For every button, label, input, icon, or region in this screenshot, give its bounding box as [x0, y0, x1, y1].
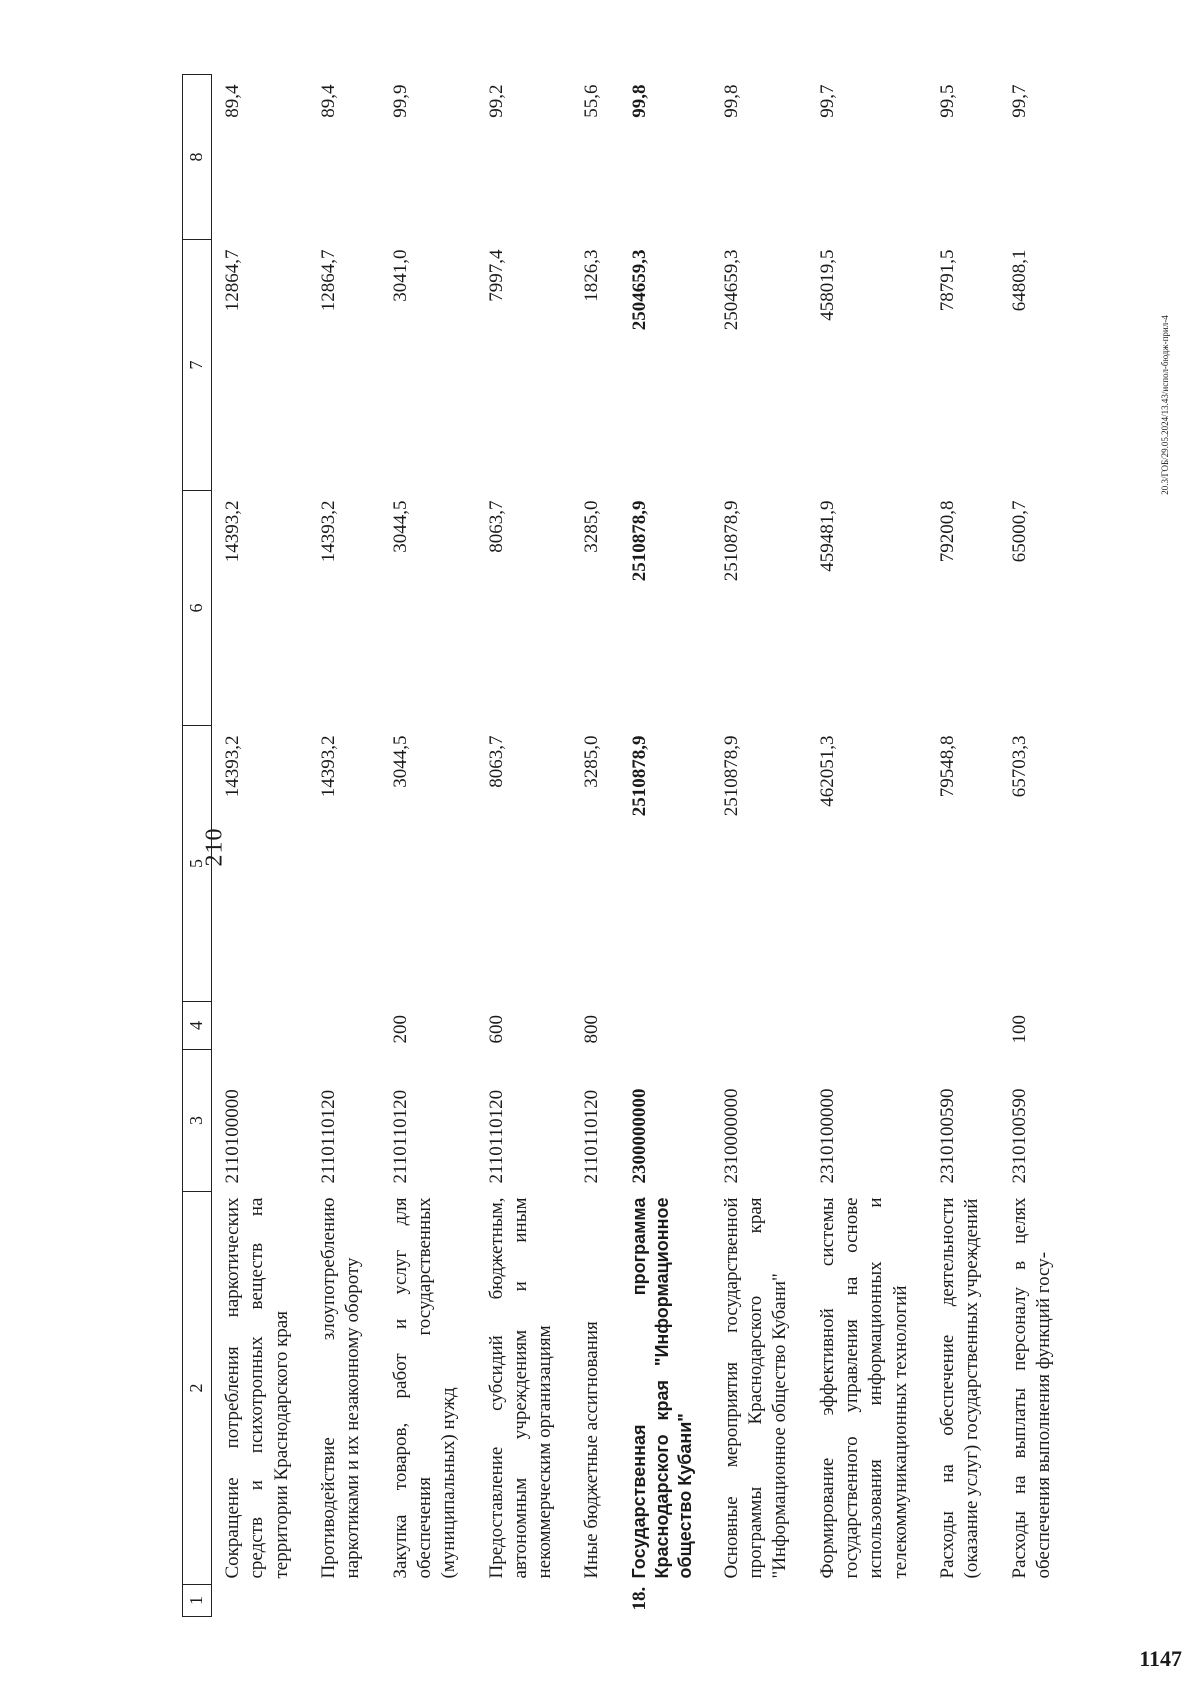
document-code: 20.3/ГОБ/29.05.2024/13.43/испол-бюдж-прил-4 [1160, 315, 1170, 495]
execution-percent: 99,5 [937, 84, 959, 118]
executed-amount: 2504659,3 [720, 249, 742, 331]
execution-percent: 99,8 [720, 84, 742, 118]
target-code: 2110110120 [389, 1089, 411, 1184]
sheet-number: 1147 [1139, 1646, 1182, 1671]
approved-amount: 65703,3 [1008, 735, 1030, 798]
row-number [380, 1585, 476, 1617]
target-code: 2310000000 [720, 1088, 742, 1184]
target-code: 2300000000 [628, 1088, 650, 1184]
target-code: 2310100000 [816, 1088, 838, 1184]
expense-type: 800 [581, 1015, 603, 1044]
header-cell: 8 [183, 75, 212, 240]
row-number [711, 1585, 807, 1617]
row-number [476, 1585, 572, 1617]
revised-amount: 65000,7 [1008, 500, 1030, 563]
page-number: 210 [201, 827, 228, 867]
approved-amount: 14393,2 [317, 735, 339, 798]
approved-amount: 3285,0 [581, 735, 603, 788]
executed-amount: 2504659,3 [628, 249, 650, 331]
budget-table-container [182, 75, 1057, 1617]
revised-amount: 79200,8 [937, 500, 959, 563]
approved-amount: 2510878,9 [720, 735, 742, 817]
execution-percent: 89,4 [317, 84, 339, 118]
item-name: Предоставление субсидий бюджетным, автономным учреждениям и иным некоммерческим организациям [485, 1197, 556, 1579]
expense-type: 100 [1008, 1015, 1030, 1044]
table-row [619, 75, 711, 1617]
row-number [927, 1585, 999, 1617]
row-number [999, 1585, 1071, 1617]
revised-amount: 2510878,9 [720, 500, 742, 582]
header-cell: 7 [183, 240, 212, 491]
table-row [711, 75, 807, 1617]
item-name: Государственная программа Краснодарского края "Информационное общество Кубани" [628, 1197, 695, 1579]
header-cell: 1 [183, 1585, 212, 1617]
row-number [308, 1585, 380, 1617]
header-cell: 3 [183, 1050, 212, 1192]
approved-amount: 3044,5 [389, 735, 411, 788]
budget-table [182, 74, 1070, 1617]
item-name: Противодействие злоупотреблению наркотиками и их незаконному обороту [317, 1197, 364, 1579]
executed-amount: 7997,4 [485, 249, 507, 302]
revised-amount: 3044,5 [389, 500, 411, 553]
executed-amount: 12864,7 [317, 249, 339, 312]
executed-amount: 1826,3 [581, 249, 603, 302]
target-code: 2110110120 [317, 1089, 339, 1184]
item-name: Формирование эффективной системы государственного управления на основе использования информационных и телекоммуникационных технологий [816, 1197, 911, 1579]
table-row [807, 75, 927, 1617]
row-number: 18. [628, 1586, 650, 1611]
execution-percent: 55,6 [581, 84, 603, 118]
table-row [308, 75, 380, 1617]
execution-percent: 99,7 [816, 84, 838, 118]
approved-amount: 462051,3 [816, 735, 838, 807]
expense-type: 600 [485, 1015, 507, 1044]
revised-amount: 14393,2 [222, 500, 243, 563]
executed-amount: 458019,5 [816, 249, 838, 321]
target-code: 2310100590 [937, 1088, 959, 1184]
column-number-row [183, 75, 212, 1617]
execution-percent: 99,7 [1008, 84, 1030, 118]
target-code: 2110110120 [485, 1089, 507, 1184]
expense-type [619, 1002, 711, 1050]
header-cell: 4 [183, 1002, 212, 1050]
execution-percent: 99,2 [485, 84, 507, 118]
revised-amount: 3285,0 [581, 500, 603, 553]
expense-type [807, 1002, 927, 1050]
row-number [807, 1585, 927, 1617]
executed-amount: 3041,0 [389, 249, 411, 302]
executed-amount: 78791,5 [937, 249, 959, 312]
expense-type [308, 1002, 380, 1050]
table-row [999, 75, 1071, 1617]
target-code: 2310100590 [1008, 1088, 1030, 1184]
item-name: Сокращение потребления наркотических средств и психотропных веществ на территории Краснодарского края [222, 1197, 292, 1579]
table-row [380, 75, 476, 1617]
executed-amount: 64808,1 [1008, 249, 1030, 312]
executed-amount: 12864,7 [222, 249, 243, 312]
target-code: 2110100000 [222, 1089, 243, 1184]
expense-type [927, 1002, 999, 1050]
expense-type [212, 1002, 308, 1050]
execution-percent: 99,9 [389, 84, 411, 118]
approved-amount: 8063,7 [485, 735, 507, 788]
approved-amount: 79548,8 [937, 735, 959, 798]
header-cell: 6 [183, 491, 212, 726]
execution-percent: 99,8 [628, 84, 650, 118]
header-cell: 2 [183, 1192, 212, 1585]
revised-amount: 14393,2 [317, 500, 339, 563]
expense-type: 200 [389, 1015, 411, 1044]
item-name: Иные бюджетные ассигнования [581, 1321, 603, 1579]
revised-amount: 2510878,9 [628, 500, 650, 582]
table-row [476, 75, 572, 1617]
item-name: Закупка товаров, работ и услуг для обеспечения государственных (муниципальных) нужд [389, 1197, 460, 1579]
table-row [927, 75, 999, 1617]
approved-amount: 2510878,9 [628, 735, 650, 817]
header-cell: 5 [183, 726, 212, 1002]
table-row [571, 75, 618, 1617]
revised-amount: 459481,9 [816, 500, 838, 572]
table-row [212, 75, 308, 1617]
approved-amount: 14393,2 [222, 735, 243, 798]
execution-percent: 89,4 [222, 84, 243, 118]
target-code: 2110110120 [581, 1089, 603, 1184]
item-name: Расходы на обеспечение деятельности (оказание услуг) государственных учреждений [937, 1197, 983, 1579]
item-name: Основные мероприятия государственной программы Краснодарского края "Информационное общество Кубани" [720, 1197, 791, 1579]
expense-type [711, 1002, 807, 1050]
row-number [212, 1585, 308, 1617]
item-name: Расходы на выплаты персоналу в целях обеспечения выполнения функций госу- [1008, 1197, 1054, 1579]
row-number [571, 1585, 618, 1617]
revised-amount: 8063,7 [485, 500, 507, 553]
